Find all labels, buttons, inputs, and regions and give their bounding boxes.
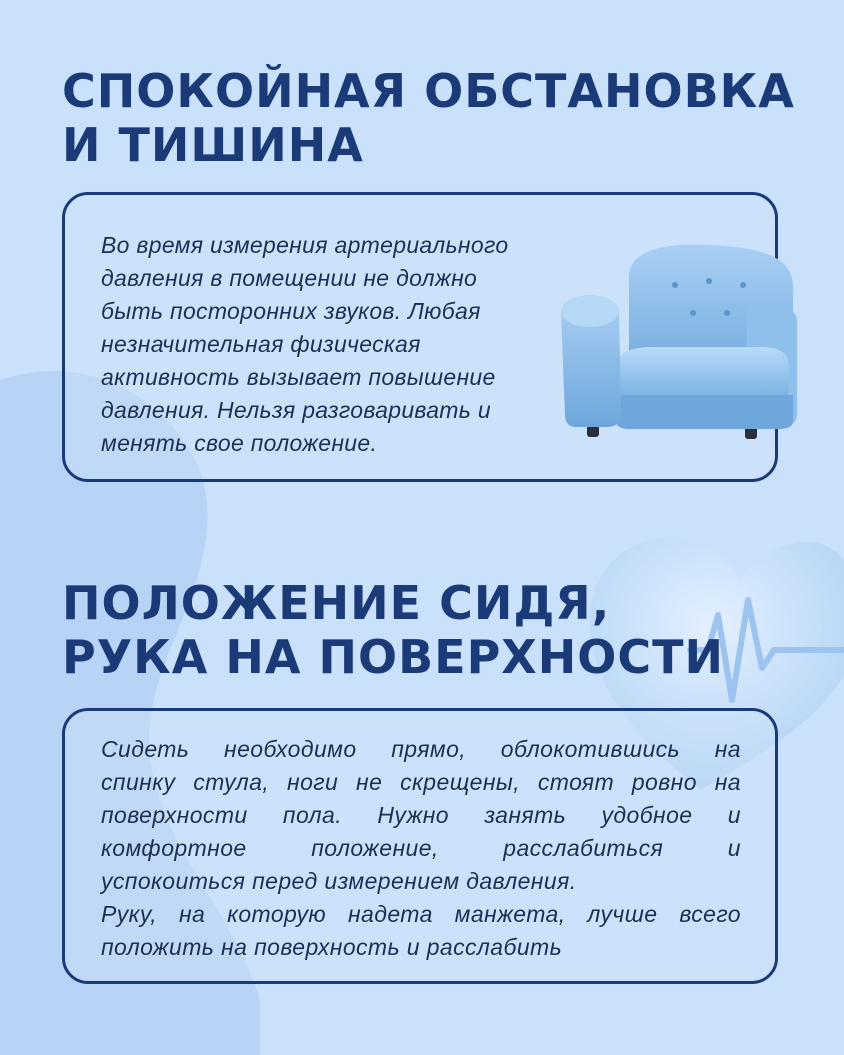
section1-text-line: Во время измерения артериального	[101, 232, 509, 258]
section1-text-line: давления в помещении не должно	[101, 265, 478, 291]
section1-text-line: менять свое положение.	[101, 430, 378, 456]
section2-title-line: ПОЛОЖЕНИЕ СИДЯ,	[62, 576, 611, 630]
section2-text-line: Руку, на которую надета манжета, лучше всего	[101, 901, 741, 927]
section1-text-line: незначительная физическая	[101, 331, 421, 357]
section1-text	[101, 229, 508, 460]
section2-card	[62, 708, 778, 984]
section1-text-line: активность вызывает повышение	[101, 364, 496, 390]
section2-title-line: РУКА НА ПОВЕРХНОСТИ	[62, 630, 725, 684]
section2-text-line: Сидеть необходимо прямо, облокотившись на	[101, 736, 741, 762]
section2-title	[62, 576, 724, 684]
armchair-icon	[557, 237, 797, 447]
section1-title-line: И ТИШИНА	[62, 118, 364, 172]
section2-text-line: положить на поверхность и расслабить	[101, 934, 563, 960]
section1-title-line: СПОКОЙНАЯ ОБСТАНОВКА	[62, 64, 795, 118]
section1-card	[62, 192, 778, 482]
section1-text-line: давления. Нельзя разговаривать и	[101, 397, 491, 423]
section2-text-line: комфортное положение, расслабиться и	[101, 835, 741, 861]
section2-text	[101, 733, 741, 964]
section1-text-line: быть посторонних звуков. Любая	[101, 298, 481, 324]
section2-text-line: спинку стула, ноги не скрещены, стоят ровно на	[101, 769, 741, 795]
section2-text-line: успокоиться перед измерением давления.	[101, 868, 577, 894]
section2-text-line: поверхности пола. Нужно занять удобное и	[101, 802, 741, 828]
section1-title	[62, 64, 795, 172]
